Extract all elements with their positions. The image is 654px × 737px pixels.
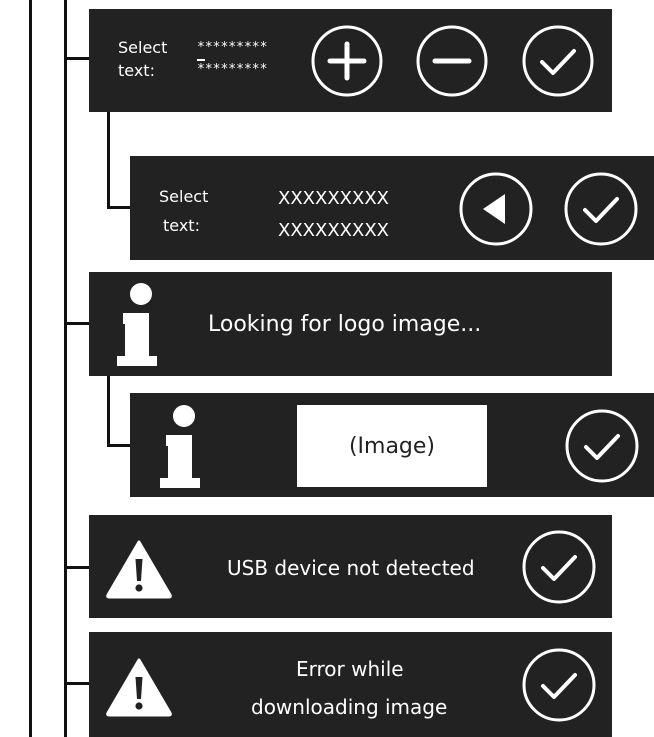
select-label-line1: Select — [118, 38, 168, 57]
logo-search-panel — [89, 272, 612, 376]
check-icon — [521, 529, 597, 605]
connector-logo-preview-vertical — [107, 376, 110, 446]
logo-preview-panel — [130, 393, 654, 497]
connector-logo-preview — [107, 444, 132, 447]
info-icon — [154, 402, 204, 492]
check-icon — [563, 171, 639, 247]
select-label-line2: text: — [118, 61, 155, 80]
select-label-line1: Select — [159, 187, 209, 206]
minus-icon — [415, 24, 489, 98]
confirm-button[interactable] — [521, 24, 595, 98]
logo-image-placeholder — [297, 405, 487, 487]
confirm-button[interactable] — [521, 647, 597, 723]
back-arrow-icon — [458, 171, 534, 247]
error-message: USB device not detected — [227, 556, 475, 580]
error-message-line1: Error while — [296, 657, 404, 681]
password-value-line2: ********* — [197, 62, 268, 77]
info-icon — [111, 280, 161, 370]
connector-usb-error — [64, 566, 90, 569]
check-icon — [564, 408, 640, 484]
text-cursor — [197, 59, 205, 61]
confirm-button[interactable] — [563, 171, 639, 247]
usb-error-panel — [89, 515, 612, 618]
connector-password-select — [64, 57, 90, 60]
password-select-panel — [89, 9, 612, 112]
warning-icon — [105, 657, 173, 717]
connector-text-select — [107, 206, 132, 209]
connector-download-error — [64, 682, 90, 685]
plus-icon — [310, 24, 384, 98]
minus-button[interactable] — [415, 24, 489, 98]
text-value-line2: XXXXXXXXX — [278, 220, 389, 241]
connector-text-select-vertical — [107, 112, 110, 208]
status-message: Looking for logo image... — [208, 312, 482, 337]
confirm-button[interactable] — [521, 529, 597, 605]
branch-line-top — [64, 0, 67, 737]
error-message-line2: downloading image — [251, 695, 448, 719]
select-label-line2: text: — [163, 216, 200, 235]
check-icon — [521, 647, 597, 723]
connector-logo-search — [64, 322, 90, 325]
main-tree-line — [29, 0, 32, 737]
download-error-panel — [89, 632, 612, 737]
text-value-line1: XXXXXXXXX — [278, 188, 389, 209]
check-icon — [521, 24, 595, 98]
confirm-button[interactable] — [564, 408, 640, 484]
image-placeholder-label: (Image) — [348, 433, 436, 459]
plus-button[interactable] — [310, 24, 384, 98]
text-select-panel — [130, 156, 654, 260]
password-value-line1: ********* — [197, 40, 268, 55]
back-button[interactable] — [458, 171, 534, 247]
warning-icon — [105, 539, 173, 599]
